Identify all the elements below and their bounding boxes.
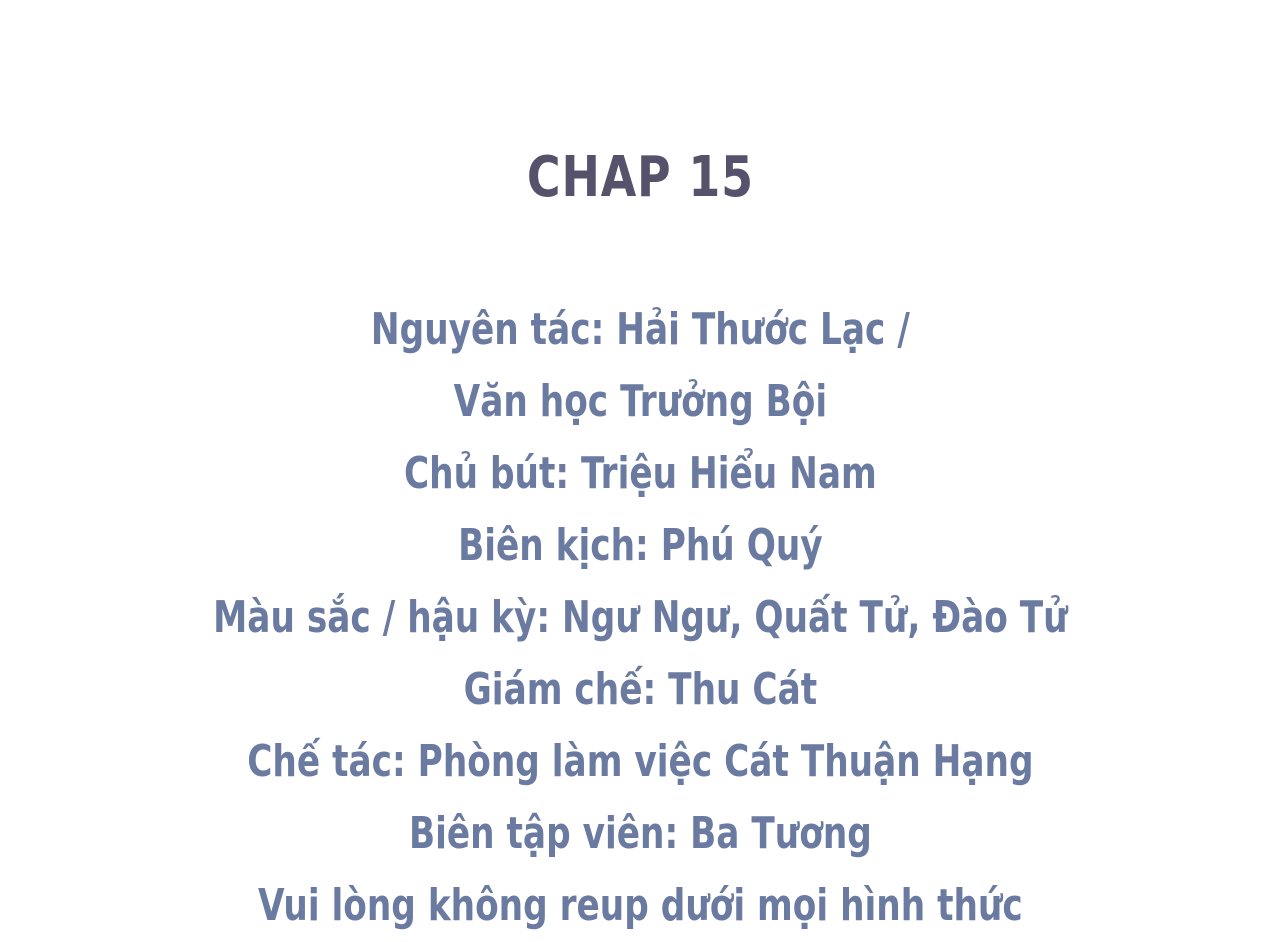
credit-screenwriter: Biên kịch: Phú Quý [458, 520, 823, 571]
credit-no-reupload-notice: Vui lòng không reup dưới mọi hình thức [258, 880, 1023, 931]
credit-original-work: Nguyên tác: Hải Thước Lạc / [370, 304, 910, 355]
chapter-title: CHAP 15 [526, 145, 754, 210]
credit-color-post-production: Màu sắc / hậu kỳ: Ngư Ngư, Quất Tử, Đào Tử [213, 592, 1068, 643]
credit-editor: Biên tập viên: Ba Tương [408, 808, 872, 859]
credit-original-work-publisher: Văn học Trưởng Bội [453, 376, 828, 427]
credit-supervisor: Giám chế: Thu Cát [463, 664, 818, 715]
credits-list [0, 294, 1281, 942]
credit-production-studio: Chế tác: Phòng làm việc Cát Thuận Hạng [247, 736, 1034, 787]
credit-lead-artist: Chủ bút: Triệu Hiểu Nam [403, 448, 877, 499]
